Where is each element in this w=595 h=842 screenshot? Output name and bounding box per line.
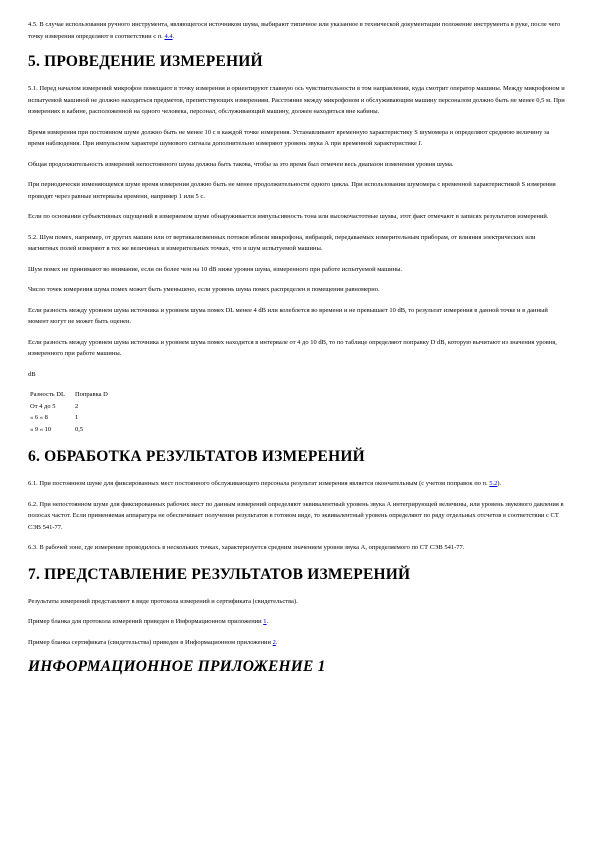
- correction-table: [30, 390, 114, 436]
- paragraph-5-2-ignore: Шум помех не принимают во внимание, если он более чем на 10 dB ниже уровня шума, измеренного при работе испытуемой машины.: [28, 265, 403, 273]
- paragraph-5-1-time: Время измерения при постоянном шуме должно быть не менее 10 с в каждой точке измерения. Устанавливают временную характеристику S шумомера и определяют среднюю величину за время наблюдения. При импульсном характере шумового сигнала дополнительно измеряют уровень звука А при временной характеристике I.: [28, 128, 550, 147]
- section-7-heading: 7. ПРЕДСТАВЛЕНИЕ РЕЗУЛЬТАТОВ ИЗМЕРЕНИЙ: [28, 565, 411, 583]
- appendix-1-heading: ИНФОРМАЦИОННОЕ ПРИЛОЖЕНИЕ 1: [28, 658, 326, 675]
- table-cell: « 9 « 10: [30, 425, 52, 433]
- table-cell: « 6 « 8: [30, 414, 48, 421]
- table-cell: 2: [74, 402, 79, 410]
- section-5-heading: 5. ПРОВЕДЕНИЕ ИЗМЕРЕНИЙ: [28, 53, 263, 70]
- link-appendix-2[interactable]: 2: [272, 638, 276, 646]
- paragraph-6-2: 6.2. При непостоянном шуме для фиксированных рабочих мест по данным измерений определяют эквивалентный уровень звука А интегрирующей величины, или уровень звукового давления в полосах частот. Если применяемая аппаратура не обеспечивает получения результатов в готовом виде, то эквивалентный уровень определяют по ряду отдельных отсчетов в соответствии с СТ СЭВ 541-77.: [28, 500, 564, 531]
- table-header-cell: Поправка D: [74, 391, 108, 398]
- paragraph-7-3: Пример бланка сертификата (свидетельства) приведен в Информационном приложении 2.: [28, 638, 278, 646]
- table-cell: 0,5: [74, 425, 84, 433]
- table-row: [30, 402, 114, 414]
- paragraph-5-1-periodic: При периодически изменяющемся шуме время измерения должно быть не менее продолжительности одного цикла. При использовании шумомера с временной характеристикой S измерения проводят через равные интервалы времени, например 1 или 5 с.: [28, 181, 556, 200]
- table-header-row: [30, 390, 114, 402]
- link-5-2[interactable]: 5.2: [489, 480, 498, 487]
- paragraph-7-2: Пример бланка для протокола измерений приведен в Информационном приложении 1.: [28, 618, 269, 625]
- table-cell: От 4 до 5: [30, 402, 56, 410]
- paragraph-5-2-correction: Если разность между уровнем шума источника и уровнем шума помех находится в интервале от 4 до 10 dB, то по таблице определяют поправку D dB, которую вычитают из значения уровня, измеренного при работе машины.: [28, 338, 557, 357]
- paragraph-7-1: Результаты измерений представляют в виде протокола измерений и сертификата (свидетельства).: [28, 597, 298, 605]
- table-cell: 1: [74, 414, 79, 421]
- table-header-cell: Разность DL: [30, 391, 65, 398]
- paragraph-4-5: 4.5. В случае использования ручного инструмента, являющегося источником шума, выбирают типичное или указанное в технической документации положение инструмента в руке, после чего точку измерения определяют в соответствии с п. 4.4.: [28, 21, 561, 40]
- paragraph-5-1-duration: Общая продолжительность измерений непостоянного шума должна быть такова, чтобы за это время был отмечен весь диапазон изменения уровня шума.: [28, 160, 454, 168]
- paragraph-5-1: 5.1. Перед началом измерений микрофон помещают в точку измерения и ориентируют главную ось чувствительности в том направлении, куда смотрит оператор машины. Между микрофоном и испытуемой машиной не должно находиться предметов, препятствующих измерениям. Расстояние между микрофоном и обслуживающим машину персоналом должно быть не менее 0,5 м. При измерениях в кабине, расположенной на одного человека, персонал, обслуживающий машину, должен находиться вне кабины.: [28, 85, 565, 115]
- paragraph-5-1-subjective: Если по основании субъективных ощущений в измеряемом шуме обнаруживается импульсивность тона или высокочастотные шумы, этот факт отмечают в записях результатов измерений.: [28, 213, 549, 220]
- table-row: [30, 425, 114, 437]
- paragraph-5-2-points: Число точек измерения шума помех может быть уменьшено, если уровень шума помех распределен в помещении равномерно.: [28, 286, 380, 293]
- paragraph-5-2-difference: Если разность между уровнем шума источника и уровнем шума помех DL менее 4 dB или колеблется во времени и не превышает 10 dB, то результат измерения в данной точке и в данный момент могут не может быть оценен.: [28, 306, 548, 325]
- unit-label: dB: [28, 370, 36, 378]
- paragraph-6-1: 6.1. При постоянном шуме для фиксированных мест постоянного обслуживающего персонала результат измерения является окончательным (с учетом поправок по п. 5.2).: [28, 480, 502, 487]
- paragraph-6-3: 6.3. В рабочей зоне, где измерение проводилось в нескольких точках, характеризуется средним значением уровня звука А, определяемого по СТ СЭВ 541-77.: [28, 544, 465, 551]
- table-row: [30, 413, 114, 425]
- paragraph-5-2: 5.2. Шум помех, например, от других машин или от вертикализменных потоков вблизи микрофона, вибраций, передаваемых измерительным приборам, от влияния электрических или магнитных полей измеряют в тех же величинах и измерительных точках, что и шум испытуемой машины.: [28, 233, 536, 252]
- section-6-heading: 6. ОБРАБОТКА РЕЗУЛЬТАТОВ ИЗМЕРЕНИЙ: [28, 448, 365, 465]
- link-4-4[interactable]: 4.4: [164, 32, 173, 40]
- link-appendix-1[interactable]: 1: [263, 618, 267, 625]
